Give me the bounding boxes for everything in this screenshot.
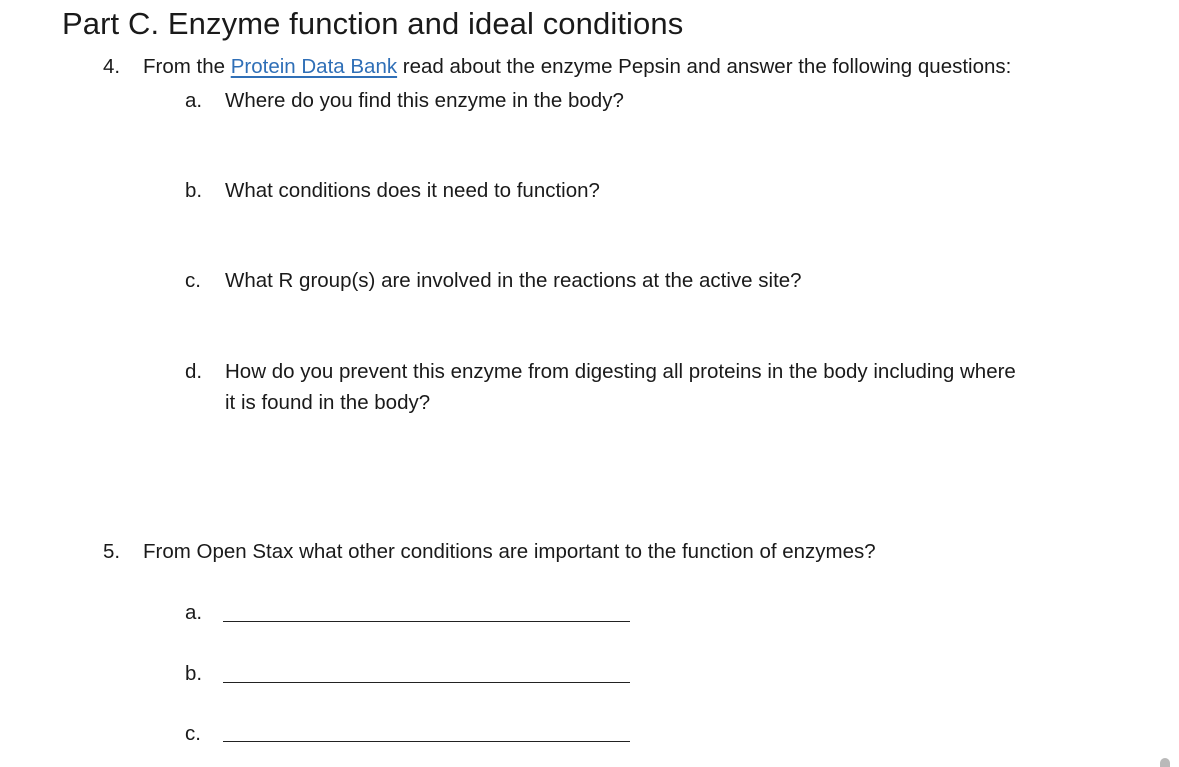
- question-number: 4.: [103, 55, 121, 78]
- answer-blank-line[interactable]: [223, 682, 630, 683]
- blank-letter: b.: [185, 662, 203, 685]
- sub-question-text: What conditions does it need to function?: [225, 179, 600, 202]
- blank-letter: a.: [185, 601, 203, 624]
- scrollbar-thumb[interactable]: [1160, 758, 1170, 767]
- answer-blank-line[interactable]: [223, 741, 630, 742]
- question-text: [143, 52, 1011, 82]
- sub-question-text: What R group(s) are involved in the reactions at the active site?: [225, 269, 802, 292]
- question-text-before: From the: [143, 55, 231, 78]
- blank-letter: c.: [185, 722, 201, 745]
- question-text: From Open Stax what other conditions are important to the function of enzymes?: [143, 540, 876, 563]
- section-heading: Part C. Enzyme function and ideal conditions: [62, 6, 684, 41]
- sub-question-letter: a.: [185, 89, 203, 112]
- sub-question-text: How do you prevent this enzyme from digesting all proteins in the body including where: [225, 360, 1016, 383]
- sub-question-letter: d.: [185, 360, 203, 383]
- sub-question-text: Where do you find this enzyme in the body?: [225, 89, 624, 112]
- sub-question-text-continued: it is found in the body?: [225, 391, 431, 414]
- question-number: 5.: [103, 540, 121, 563]
- sub-question-letter: b.: [185, 179, 203, 202]
- answer-blank-line[interactable]: [223, 621, 630, 622]
- question-text-after: read about the enzyme Pepsin and answer the following questions:: [397, 55, 1012, 78]
- protein-data-bank-link[interactable]: Protein Data Bank: [230, 55, 398, 78]
- sub-question-letter: c.: [185, 269, 201, 292]
